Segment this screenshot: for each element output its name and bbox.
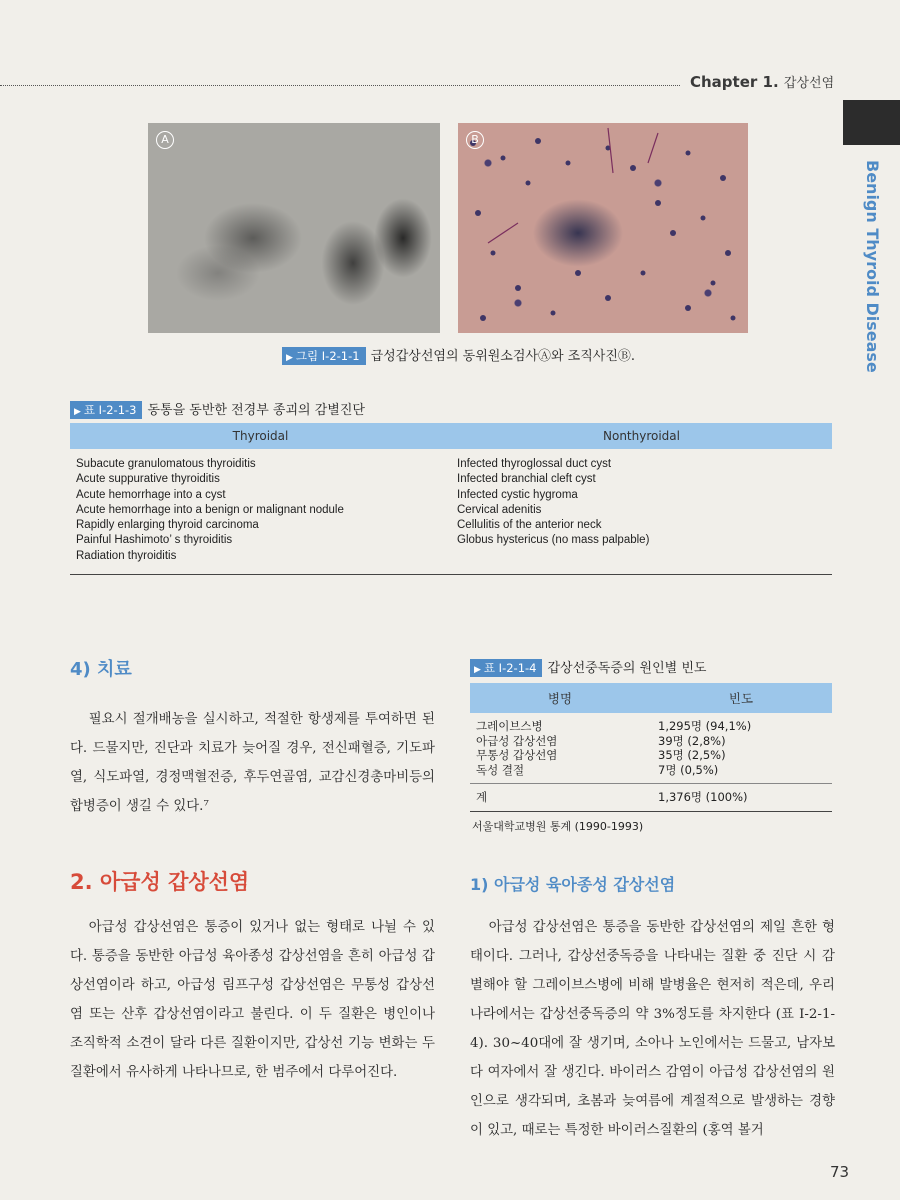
histology-image — [458, 123, 748, 333]
side-section-title: Benign Thyroid Disease — [863, 160, 882, 373]
list-item: Painful Hashimoto’ s thyroiditis — [76, 534, 233, 547]
chapter-title: 갑상선염 — [783, 76, 835, 91]
chapter-header — [690, 72, 834, 91]
list-item: Infected branchial cleft cyst — [457, 473, 596, 486]
table2-source-note: 서울대학교병원 통계 (1990-1993) — [472, 819, 644, 833]
list-item: Cervical adenitis — [457, 503, 542, 516]
scintigraphy-image — [148, 123, 440, 333]
table1-header-thyroidal: Thyroidal — [232, 429, 289, 443]
table2-caption — [470, 657, 706, 677]
table1-caption — [70, 399, 365, 419]
table1-header-nonthyroidal: Nonthyroidal — [603, 429, 680, 443]
list-item: Infected cystic hygroma — [457, 488, 578, 501]
differential-diagnosis-table — [70, 423, 832, 575]
page-number: 73 — [830, 1163, 850, 1181]
histology-cells — [458, 123, 748, 333]
list-item: Infected thyroglossal duct cyst — [457, 458, 612, 470]
list-item: Acute suppurative thyroiditis — [76, 473, 220, 486]
table2-caption-text: 갑상선중독증의 원인별 빈도 — [547, 661, 707, 676]
row-frequency: 35명 (2,5%) — [658, 748, 726, 762]
table1-body — [70, 449, 832, 575]
table1-tag: ▶ 표 I-2-1-3 — [70, 401, 142, 419]
figure-label-a: A — [156, 131, 174, 149]
subacute-paragraph: 아급성 갑상선염은 통증이 있거나 없는 형태로 나뉠 수 있다. 통증을 동반한 아급성 육아종성 갑상선염을 흔히 아급성 갑상선염이라 하고, 아급성 림프구성 갑상선염은 무통성 갑상선염 또는 산후 갑상선염이라고 불린다. 이 두 질환은 병인이나 조직학적 소견이 달라 다른 질환이지만, 갑상선 기능 변화는 두 질환에서 유사하게 나타나므로, 한 범주에서 다루어진다. — [70, 920, 435, 1080]
total-frequency: 1,376명 (100%) — [658, 790, 748, 804]
list-item: Rapidly enlarging thyroid carcinoma — [76, 519, 259, 532]
table1-caption-text: 동통을 동반한 전경부 종괴의 감별진단 — [147, 403, 365, 418]
list-item: Subacute granulomatous thyroiditis — [76, 458, 256, 470]
figure-caption — [282, 345, 635, 365]
granulomatous-paragraph: 아급성 갑상선염은 통증을 동반한 갑상선염의 제일 흔한 형태이다. 그러나, 갑상선중독증을 나타내는 질환 중 진단 시 감별해야 할 그레이브스병에 비해 발병율은 현저히 적은데, 우리나라에서는 갑상선중독증의 약 3%정도를 차지한다 (표 I-2-1-4). 30~40대에 잘 생기며, 소아나 노인에서는 드물고, 남자보다 여자에서 잘 생긴다. 바이러스 감염이 아급성 갑상선염의 원인으로 생각되며, 초봄과 늦여름에 계절적으로 발생하는 경향이 있고, 때로는 특정한 바이러스질환의 (홍역 볼거 — [470, 920, 835, 1138]
nonthyroidal-list — [451, 457, 832, 574]
table-total-row — [470, 783, 832, 811]
chapter-number: Chapter 1. — [690, 73, 779, 91]
table2-header-frequency: 빈도 — [728, 691, 754, 706]
table-row — [470, 763, 832, 778]
table-row — [470, 734, 832, 749]
figure-caption-text: 급성갑상선염의 동위원소검사Ⓐ와 조직사진Ⓑ. — [370, 349, 636, 364]
table2-body — [470, 713, 832, 812]
table2-header — [470, 683, 832, 713]
list-item: Globus hystericus (no mass palpable) — [457, 534, 650, 547]
thyrotoxicosis-frequency-table — [470, 683, 832, 834]
table-row — [470, 719, 832, 734]
row-frequency: 7명 (0,5%) — [658, 762, 719, 777]
row-disease: 아급성 갑상선염 — [476, 733, 558, 748]
subsection-heading-granulomatous: 1) 아급성 육아종성 갑상선염 — [470, 875, 676, 894]
header-rule — [0, 85, 680, 86]
row-disease: 독성 결절 — [476, 762, 525, 777]
treatment-paragraph: 필요시 절개배농을 실시하고, 적절한 항생제를 투여하면 된다. 드물지만, 진단과 치료가 늦어질 경우, 전신패혈증, 기도파열, 식도파열, 경정맥혈전증, 후두연골염, 교감신경총마비등의 합병증이 생길 수 있다.⁷ — [70, 712, 435, 814]
side-tab-block — [843, 100, 900, 145]
list-item: Acute hemorrhage into a cyst — [76, 488, 226, 501]
figure-label-b: B — [466, 131, 484, 149]
list-item: Acute hemorrhage into a benign or malignant nodule — [76, 503, 344, 516]
total-label: 계 — [476, 790, 488, 804]
row-disease: 그레이브스병 — [476, 719, 543, 733]
table1-header — [70, 423, 832, 449]
row-disease: 무통성 갑상선염 — [476, 748, 558, 762]
figure-tag: ▶ 그림 I-2-1-1 — [282, 347, 366, 365]
table2-header-disease: 병명 — [547, 691, 573, 706]
section-heading-subacute: 2. 아급성 갑상선염 — [70, 870, 250, 894]
table2-tag: ▶ 표 I-2-1-4 — [470, 659, 542, 677]
row-frequency: 1,295명 (94,1%) — [658, 719, 752, 733]
list-item: Radiation thyroiditis — [76, 549, 177, 562]
thyroidal-list — [70, 457, 451, 574]
table-row — [470, 748, 832, 763]
list-item: Cellulitis of the anterior neck — [457, 519, 602, 532]
section-heading-treatment: 4) 치료 — [70, 659, 132, 680]
row-frequency: 39명 (2,8%) — [658, 733, 726, 748]
